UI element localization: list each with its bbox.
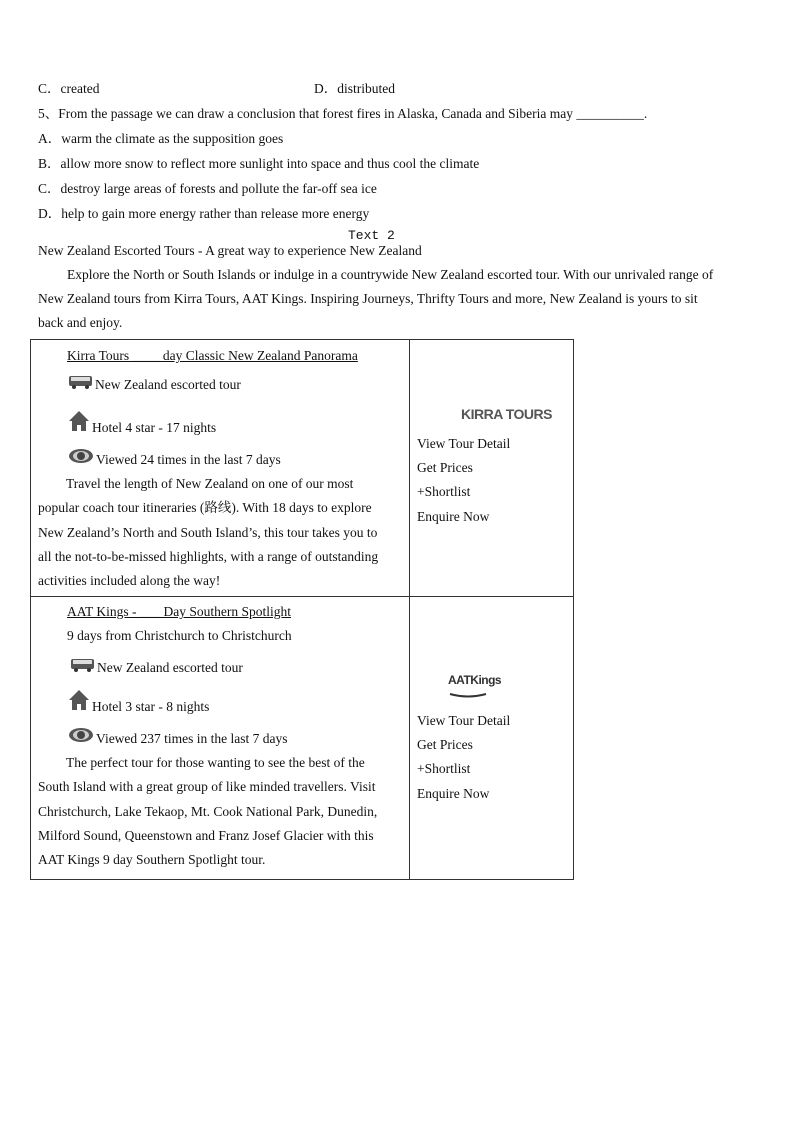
logo-swoosh <box>448 693 488 699</box>
shortlist-link[interactable]: +Shortlist <box>417 484 471 500</box>
tour-title: Kirra Tours ____ day Classic New Zealand Panorama <box>67 348 358 363</box>
tour-row-kirra <box>31 340 574 597</box>
q5-option-a: A．warm the climate as the supposition goes <box>38 131 284 146</box>
desc-line: activities included along the way! <box>38 573 221 589</box>
tour-type: New Zealand escorted tour <box>97 660 243 675</box>
tour-description <box>31 472 409 593</box>
view-tour-detail-link[interactable]: View Tour Detail <box>417 713 511 728</box>
text2-title: New Zealand Escorted Tours - A great way to experience New Zealand <box>38 243 422 258</box>
eye-icon <box>68 727 94 751</box>
kirra-tours-logo: KIRRA TOURS <box>461 406 552 422</box>
get-prices-link[interactable]: Get Prices <box>417 737 473 753</box>
desc-line: Milford Sound, Queenstown and Franz Josef Glacier with this <box>38 827 374 843</box>
option-c: C．created <box>38 81 100 96</box>
tour-subtitle: 9 days from Christchurch to Christchurch <box>67 628 292 643</box>
enquire-now-link[interactable]: Enquire Now <box>417 785 490 801</box>
q5-option-b: B．allow more snow to reflect more sunlight into space and thus cool the climate <box>38 156 480 171</box>
aat-kings-logo <box>410 673 573 703</box>
home-icon <box>68 410 90 440</box>
logo-text: AATKings <box>448 673 502 687</box>
eye-icon <box>68 448 94 472</box>
desc-line: New Zealand’s North and South Island’s, this tour takes you to <box>38 524 378 540</box>
bus-icon <box>68 373 93 397</box>
intro-line: Explore the North or South Islands or indulge in a countrywide New Zealand escorted tour. With our unrivaled range of <box>67 267 714 282</box>
tour-views: Viewed 24 times in the last 7 days <box>96 452 281 467</box>
enquire-now-link[interactable]: Enquire Now <box>417 508 490 524</box>
get-prices-link[interactable]: Get Prices <box>417 460 473 476</box>
intro-line: New Zealand tours from Kirra Tours, AAT Kings. Inspiring Journeys, Thrifty Tours and more, New Zealand is yours to sit <box>38 291 698 306</box>
desc-line: The perfect tour for those wanting to see the best of the <box>66 755 365 770</box>
desc-line: all the not-to-be-missed highlights, with a range of outstanding <box>38 548 379 564</box>
bus-icon <box>70 656 95 680</box>
tour-title: AAT Kings - ___ Day Southern Spotlight <box>67 604 292 619</box>
shortlist-link[interactable]: +Shortlist <box>417 761 471 777</box>
option-d: D．distributed <box>314 81 395 96</box>
tour-row-aat <box>31 597 574 880</box>
desc-line: Christchurch, Lake Tekaop, Mt. Cook National Park, Dunedin, <box>38 803 378 819</box>
intro-line: back and enjoy. <box>38 315 123 330</box>
desc-line: popular coach tour itineraries (路线). With 18 days to explore <box>38 500 372 516</box>
q5-option-d: D．help to gain more energy rather than release more energy <box>38 206 370 221</box>
q5-option-c: C．destroy large areas of forests and pollute the far-off sea ice <box>38 181 377 196</box>
text2-heading: Text 2 <box>348 228 395 243</box>
desc-line: Travel the length of New Zealand on one of our most <box>66 476 354 491</box>
tour-hotel: Hotel 3 star - 8 nights <box>92 699 210 714</box>
desc-line: AAT Kings 9 day Southern Spotlight tour. <box>38 852 266 868</box>
question-5: 5、From the passage we can draw a conclusion that forest fires in Alaska, Canada and Siberia may __________. <box>38 106 648 121</box>
view-tour-detail-link[interactable]: View Tour Detail <box>417 436 511 451</box>
tour-hotel: Hotel 4 star - 17 nights <box>92 420 217 435</box>
tours-table <box>30 339 574 880</box>
home-icon <box>68 689 90 719</box>
tour-views: Viewed 237 times in the last 7 days <box>96 731 288 746</box>
tour-type: New Zealand escorted tour <box>95 377 241 392</box>
desc-line: South Island with a great group of like minded travellers. Visit <box>38 779 376 795</box>
tour-description <box>31 751 409 872</box>
